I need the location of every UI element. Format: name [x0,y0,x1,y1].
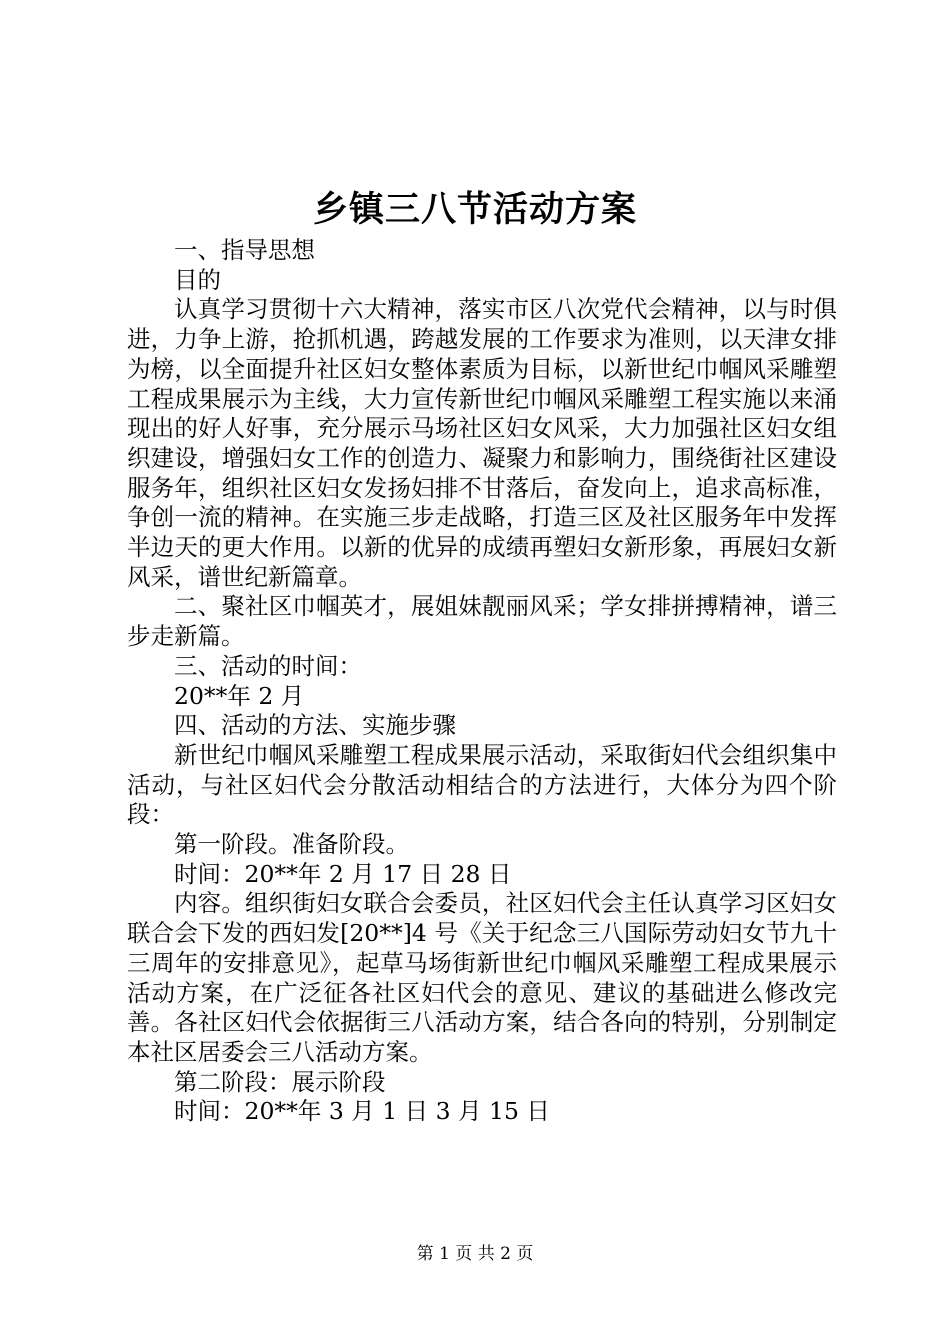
heading-theme: 二、聚社区巾帼英才，展姐妹靓丽风采；学女排拼搏精神，谱三步走新篇。 [127,592,837,651]
heading-methods-steps: 四、活动的方法、实施步骤 [174,711,456,740]
paragraph-activity-date: 20**年 2 月 [174,681,305,710]
paragraph-methods-body: 新世纪巾帼风采雕塑工程成果展示活动，采取街妇代会组织集中活动，与社区妇代会分散活动相结合的方法进行，大体分为四个阶段： [127,740,837,829]
heading-guiding-thought: 一、指导思想 [174,236,315,264]
document-body [127,236,837,1127]
heading-purpose: 目的 [174,265,221,294]
paragraph-purpose-body: 认真学习贯彻十六大精神，落实市区八次党代会精神，以与时俱进，力争上游，抢抓机遇，跨越发展的工作要求为准则，以天津女排为榜，以全面提升社区妇女整体素质为目标，以新世纪巾帼风采雕塑工程成果展示为主线，大力宣传新世纪巾帼风采雕塑工程实施以来涌现出的好人好事，充分展示马场社区妇女风采，大力加强社区妇女组织建设，增强妇女工作的创造力、凝聚力和影响力，围绕街社区建设服务年，组织社区妇女发扬妇排不甘落后，奋发向上，追求高标准，争创一流的精神。在实施三步走战略，打造三区及社区服务年中发挥半边天的更大作用。以新的优异的成绩再塑妇女新形象，再展妇女新风采，谱世纪新篇章。 [127,295,837,591]
heading-stage-one: 第一阶段。准备阶段。 [174,830,409,859]
page-number-footer: 第 1 页 共 2 页 [416,1244,534,1264]
heading-stage-two: 第二阶段：展示阶段 [174,1067,386,1096]
document-title: 乡镇三八节活动方案 [312,189,637,230]
paragraph-stage-one-time: 时间：20**年 2 月 17 日 28 日 [174,859,512,888]
heading-activity-time: 三、活动的时间： [174,651,362,680]
paragraph-stage-two-time: 时间：20**年 3 月 1 日 3 月 15 日 [174,1097,550,1126]
paragraph-stage-one-content: 内容。组织街妇女联合会委员，社区妇代会主任认真学习区妇女联合会下发的西妇发[20**]4 号《关于纪念三八国际劳动妇女节九十三周年的安排意见》，起草马场街新世纪巾帼风采雕塑工程成果展示活动方案，在广泛征各社区妇代会的意见、建议的基础进么修改完善。各社区妇代会依据街三八活动方案，结合各向的特别，分别制定本社区居委会三八活动方案。 [127,889,837,1066]
